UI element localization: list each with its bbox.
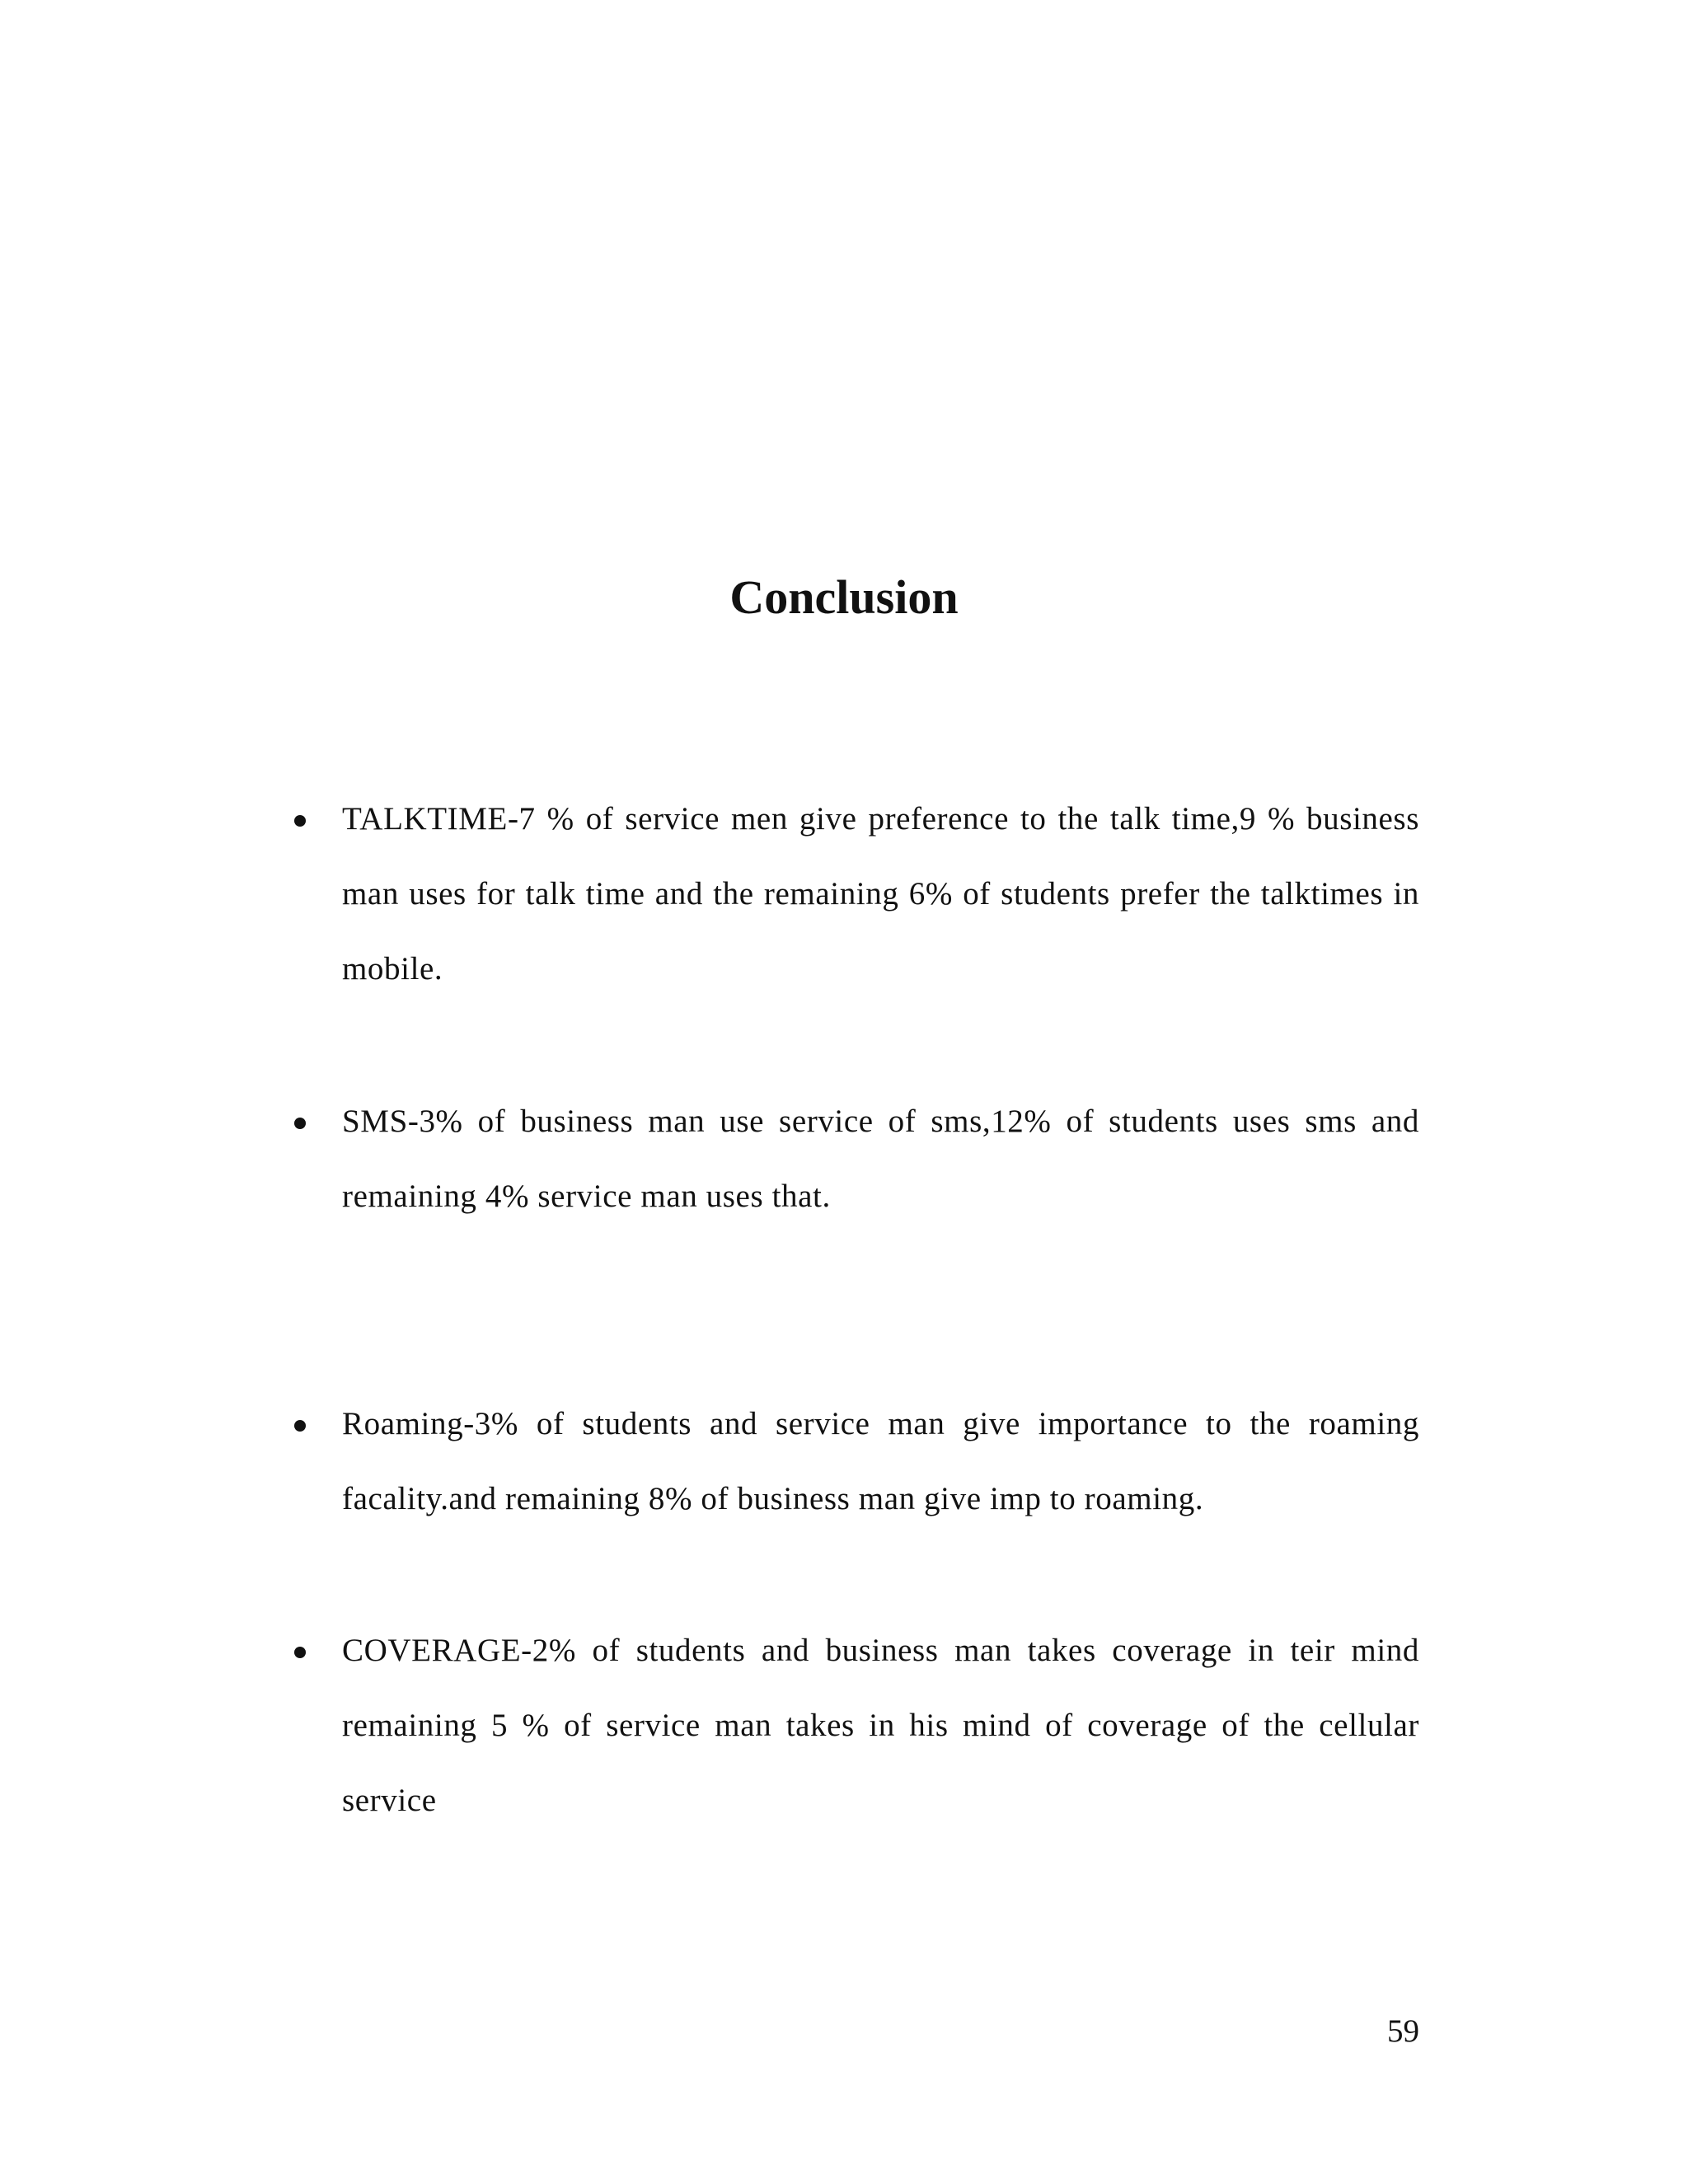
bullet-icon [294, 1118, 306, 1129]
bullet-icon [294, 1647, 306, 1658]
bullet-icon [294, 815, 306, 827]
page-title: Conclusion [729, 570, 959, 624]
bullet-text-sms: SMS-3% of business man use service of sms,12% of students uses sms and remaining 4% service man uses that. [342, 1104, 1419, 1214]
bullet-icon [294, 1420, 306, 1432]
bullet-text-coverage: COVERAGE-2% of students and business man takes coverage in teir mind remaining 5 % of service man takes in his mind of coverage of the cellular service [342, 1633, 1419, 1818]
bullet-text-talktime: TALKTIME-7 % of service men give preference to the talk time,9 % business man uses for talk time and the remaining 6% of students prefer the talktimes in mobile. [342, 801, 1419, 987]
page-number: 59 [1387, 2013, 1419, 2049]
bullet-text-roaming: Roaming-3% of students and service man give importance to the roaming facality.and remaining 8% of business man give imp to roaming. [342, 1406, 1419, 1516]
